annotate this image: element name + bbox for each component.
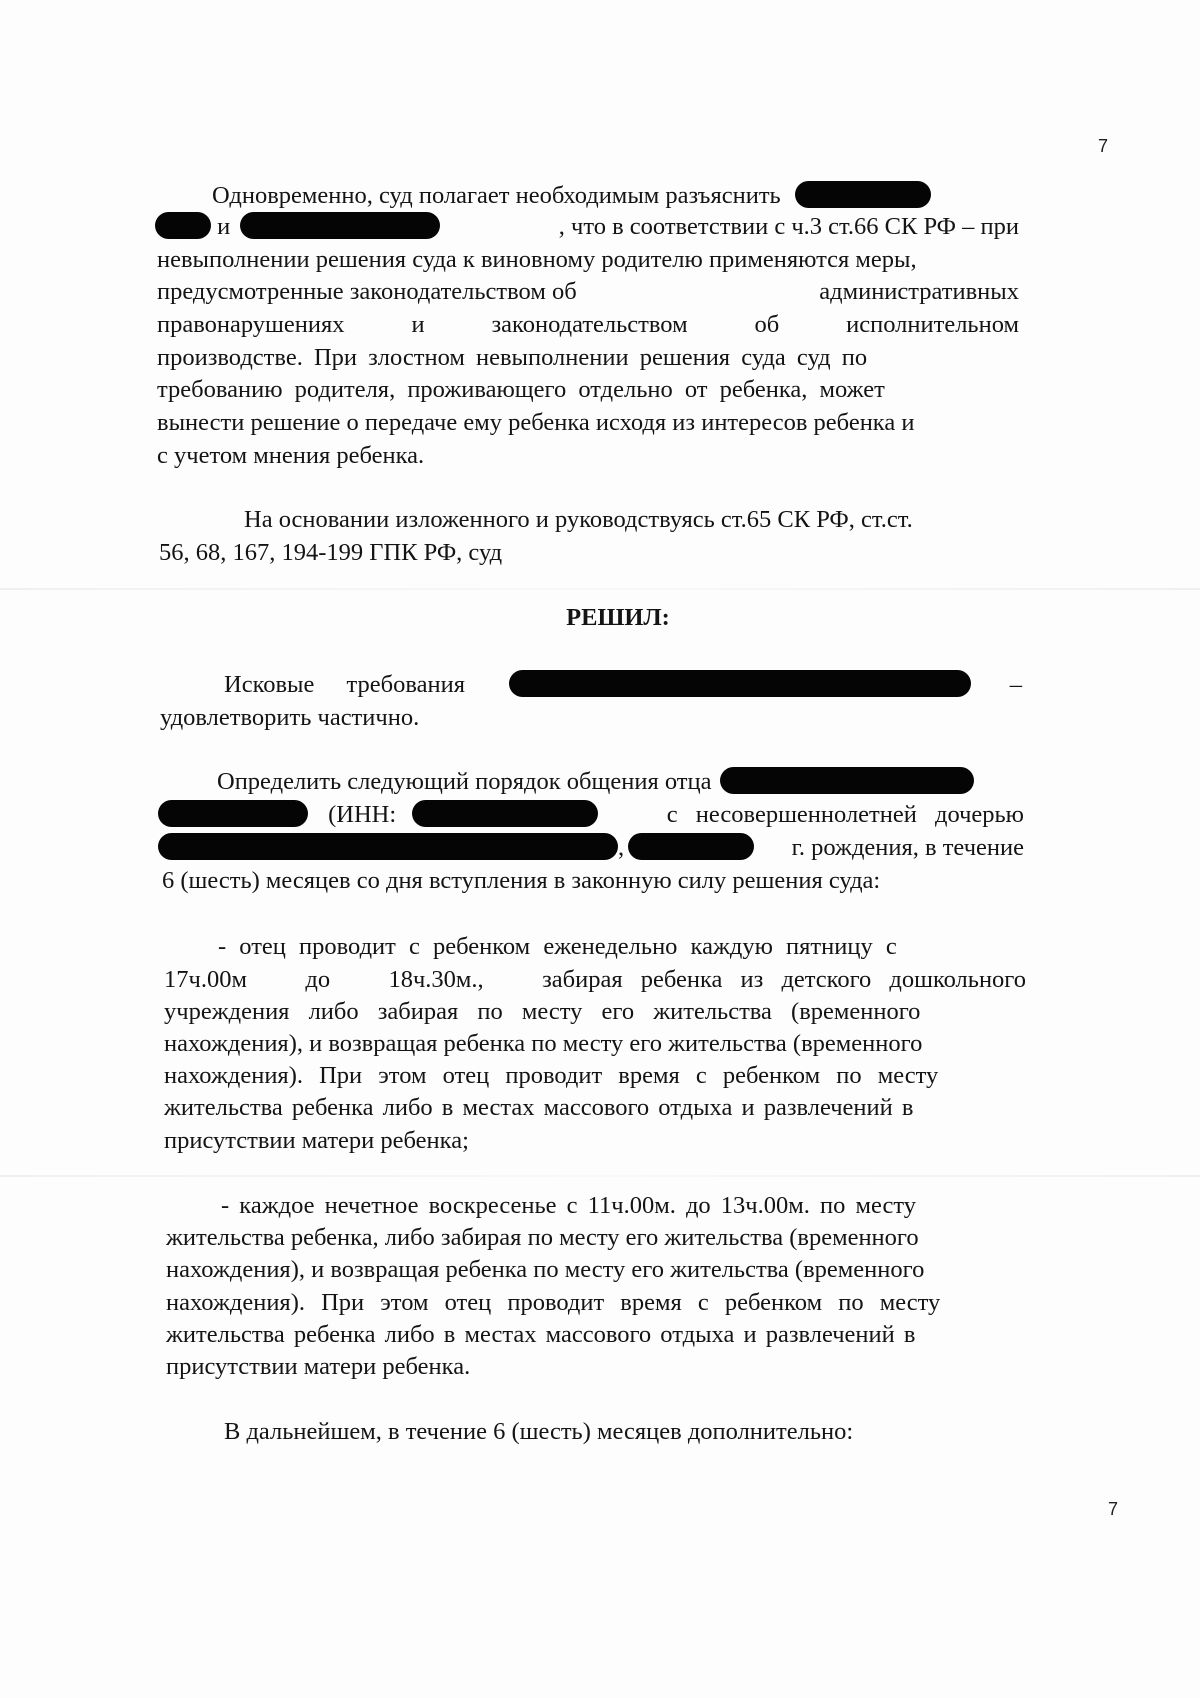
para3-text: –: [1009, 671, 1022, 698]
redaction-block: [158, 833, 618, 860]
item1-line5: нахождения). При этом отец проводит время с ребенком по месту: [164, 1062, 939, 1089]
para1-line2-left: [155, 212, 440, 242]
para1-line9: с учетом мнения ребенка.: [157, 442, 425, 469]
item1-line2: [164, 965, 1026, 995]
para4-text: с несовершеннолетней дочерью: [666, 801, 1024, 828]
decision-heading: РЕШИЛ:: [566, 604, 670, 631]
para2-line2: 56, 68, 167, 194-199 ГПК РФ, суд: [159, 539, 503, 566]
para5-line1: В дальнейшем, в течение 6 (шесть) месяцев дополнительно:: [224, 1418, 854, 1445]
page-number-top: 7: [1098, 136, 1109, 156]
redaction-block: [158, 800, 308, 827]
para1-line6: производстве. При злостном невыполнении решения суда суд по: [157, 344, 868, 371]
item1-text: до: [305, 966, 331, 993]
redaction-block: [155, 212, 211, 239]
redaction-block: [412, 800, 598, 827]
item1-text: 18ч.30м.,: [388, 966, 484, 993]
para1-text: административных: [819, 278, 1019, 305]
redaction-block: [720, 767, 974, 794]
scan-artifact-line: [0, 588, 1200, 590]
page-number-bottom: 7: [1108, 1499, 1119, 1519]
redaction-block: [240, 212, 440, 239]
para1-line8: вынести решение о передаче ему ребенка исходя из интересов ребенка и: [157, 409, 915, 436]
para4-text: г. рождения, в течение: [791, 834, 1024, 861]
para1-line2: [155, 212, 1019, 242]
scan-artifact-line: [0, 1175, 1200, 1177]
para1-text: правонарушениях: [157, 311, 345, 338]
para3-text: Исковые требования: [224, 671, 465, 698]
redaction-block: [795, 181, 931, 208]
para1-line7: требованию родителя, проживающего отдельно от ребенка, может: [157, 376, 885, 403]
para4-line1: [217, 767, 974, 797]
para1-text: Одновременно, суд полагает необходимым разъяснить: [212, 182, 781, 209]
redaction-block: [628, 833, 754, 860]
redaction-block: [509, 670, 971, 697]
para4-text: (ИНН:: [328, 801, 397, 828]
item1-line7: присутствии матери ребенка;: [164, 1127, 469, 1154]
para4-line2: [158, 800, 1024, 830]
item2-line2: жительства ребенка, либо забирая по месту его жительства (временного: [166, 1224, 919, 1251]
para1-text: , что в соответствии с ч.3 ст.66 СК РФ – при: [558, 213, 1019, 240]
para1-text: законодательством: [491, 311, 688, 338]
para1-text: об: [754, 311, 780, 338]
para1-text: предусмотренные законодательством об: [157, 278, 577, 305]
para1-text: и: [411, 311, 425, 338]
item1-text: забирая ребенка из детского дошкольного: [542, 966, 1026, 993]
item2-line1: - каждое нечетное воскресенье с 11ч.00м. до 13ч.00м. по месту: [221, 1192, 916, 1219]
para1-line5: [157, 310, 1019, 340]
item1-line1: - отец проводит с ребенком еженедельно каждую пятницу с: [218, 933, 897, 960]
para4-text: Определить следующий порядок общения отца: [217, 768, 712, 795]
para1-line1: [212, 181, 931, 211]
para3-line1: [224, 670, 1022, 700]
item1-line4: нахождения), и возвращая ребенка по месту его жительства (временного: [164, 1030, 923, 1057]
para4-text: ,: [618, 834, 625, 861]
item2-line4: нахождения). При этом отец проводит время с ребенком по месту: [166, 1289, 941, 1316]
item2-line3: нахождения), и возвращая ребенка по месту его жительства (временного: [166, 1256, 925, 1283]
para2-line1: На основании изложенного и руководствуясь ст.65 СК РФ, ст.ст.: [244, 506, 913, 533]
item1-line3: учреждения либо забирая по месту его жительства (временного: [164, 998, 921, 1025]
para4-line3: [158, 833, 1024, 863]
para1-text: исполнительном: [846, 311, 1019, 338]
item1-line6: жительства ребенка либо в местах массового отдыха и развлечений в: [164, 1094, 914, 1121]
item2-line5: жительства ребенка либо в местах массового отдыха и развлечений в: [166, 1321, 916, 1348]
para3-line2: удовлетворить частично.: [160, 704, 420, 731]
para1-line3: невыполнении решения суда к виновному родителю применяются меры,: [157, 246, 917, 273]
item1-text: 17ч.00м: [164, 966, 247, 993]
item2-line6: присутствии матери ребенка.: [166, 1353, 471, 1380]
para1-text: и: [217, 213, 231, 240]
para1-line4: [157, 277, 1019, 307]
para4-line4: 6 (шесть) месяцев со дня вступления в законную силу решения суда:: [162, 867, 881, 894]
